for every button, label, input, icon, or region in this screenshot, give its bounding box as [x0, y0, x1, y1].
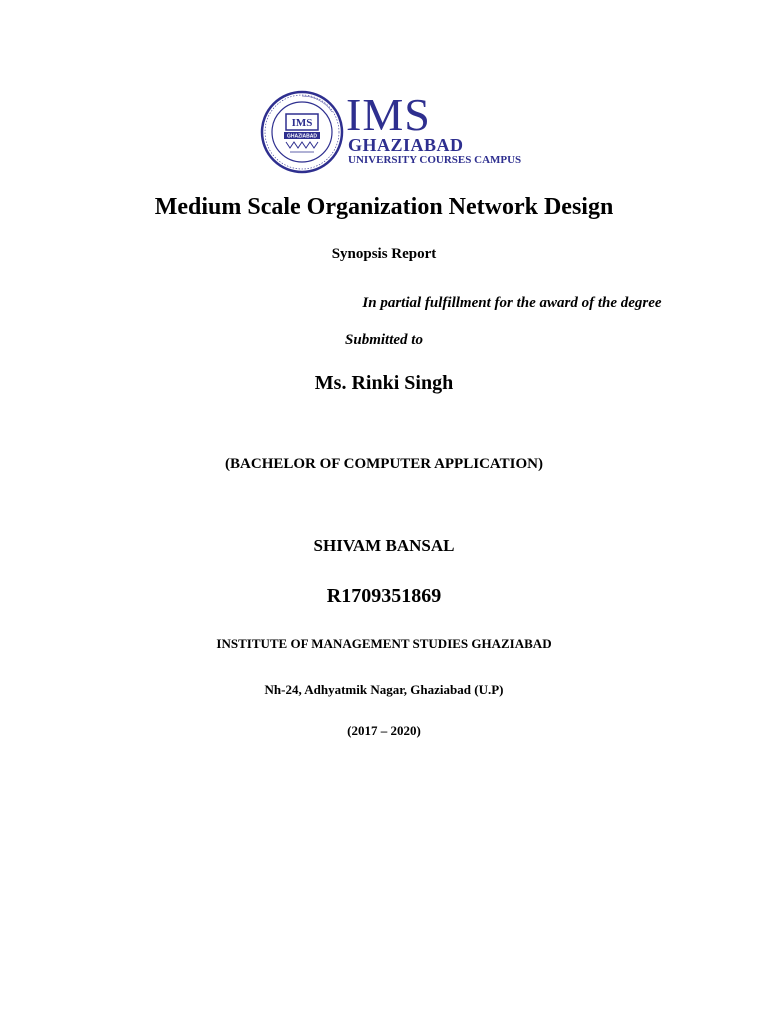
fulfillment-statement: In partial fulfillment for the award of the degree — [362, 295, 662, 311]
degree-name: (BACHELOR OF COMPUTER APPLICATION) — [225, 456, 543, 472]
roll-number: R1709351869 — [326, 585, 442, 607]
report-title: Medium Scale Organization Network Design — [154, 194, 614, 220]
academic-session: (2017 – 2020) — [347, 723, 421, 738]
report-type: Synopsis Report — [331, 246, 437, 262]
wordmark-campus: UNIVERSITY COURSES CAMPUS — [348, 154, 522, 166]
ims-logo — [260, 89, 522, 174]
institute-name: INSTITUTE OF MANAGEMENT STUDIES GHAZIABAD — [216, 636, 552, 651]
advisor-name: Ms. Rinki Singh — [314, 372, 454, 394]
ims-seal-icon — [260, 90, 344, 174]
wordmark-ghaziabad: GHAZIABAD — [348, 135, 464, 155]
svg-text:IMS: IMS — [291, 117, 313, 129]
student-name: SHIVAM BANSAL — [313, 536, 455, 555]
wordmark-ims: IMS — [346, 89, 431, 140]
submitted-to-label: Submitted to — [345, 332, 423, 348]
institute-address: Nh-24, Adhyatmik Nagar, Ghaziabad (U.P) — [264, 682, 504, 697]
ims-wordmark — [346, 89, 522, 174]
svg-text:GHAZIABAD: GHAZIABAD — [287, 133, 317, 140]
